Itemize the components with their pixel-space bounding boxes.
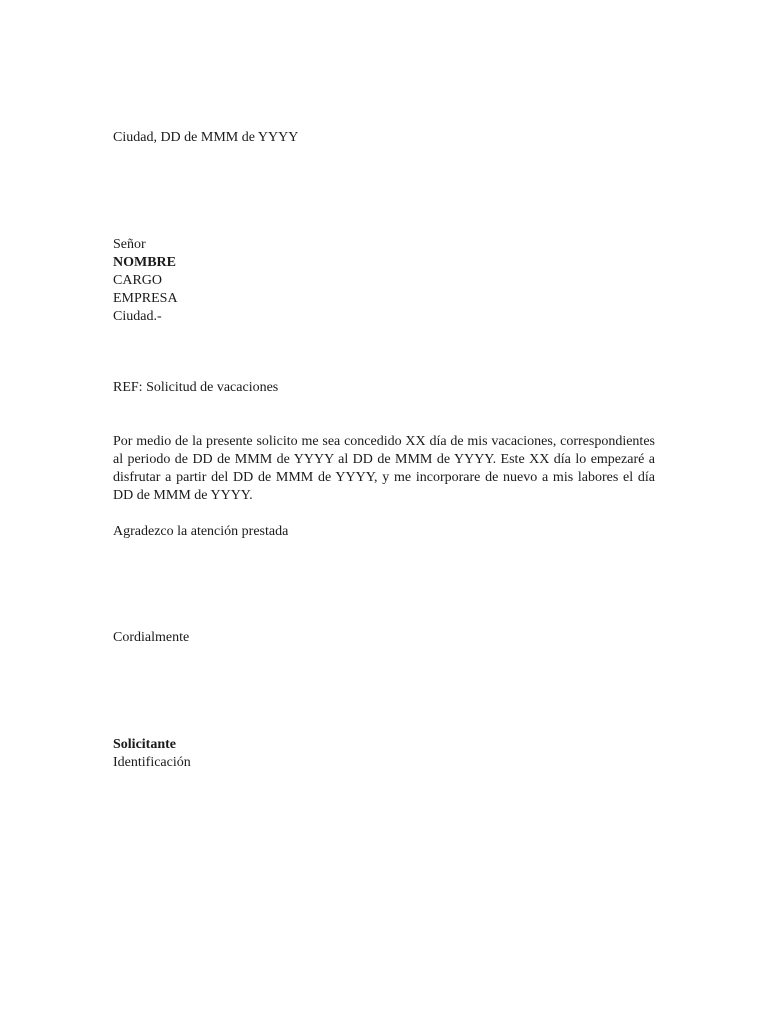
signature-id-label: Identificación bbox=[113, 755, 191, 770]
body-paragraph: Por medio de la presente solicito me sea concedido XX día de mis vacaciones, correspondientes al periodo de DD de MMM de YYYY al DD de MMM de YYYY. Este XX día lo empezaré a disfrutar a partir del DD de MMM de YYYY, y me incorporare de nuevo a mis labores el día DD de MMM de YYYY. bbox=[113, 434, 655, 503]
recipient-company: EMPRESA bbox=[113, 291, 178, 306]
recipient-salutation: Señor bbox=[113, 237, 146, 252]
reference-line: REF: Solicitud de vacaciones bbox=[113, 380, 279, 395]
recipient-position: CARGO bbox=[113, 273, 163, 288]
closing-line: Cordialmente bbox=[113, 630, 190, 645]
recipient-city: Ciudad.- bbox=[113, 309, 162, 324]
thanks-line: Agradezco la atención prestada bbox=[113, 524, 289, 539]
signature-role: Solicitante bbox=[113, 737, 176, 752]
recipient-name: NOMBRE bbox=[113, 255, 176, 270]
date-line: Ciudad, DD de MMM de YYYY bbox=[113, 130, 299, 145]
